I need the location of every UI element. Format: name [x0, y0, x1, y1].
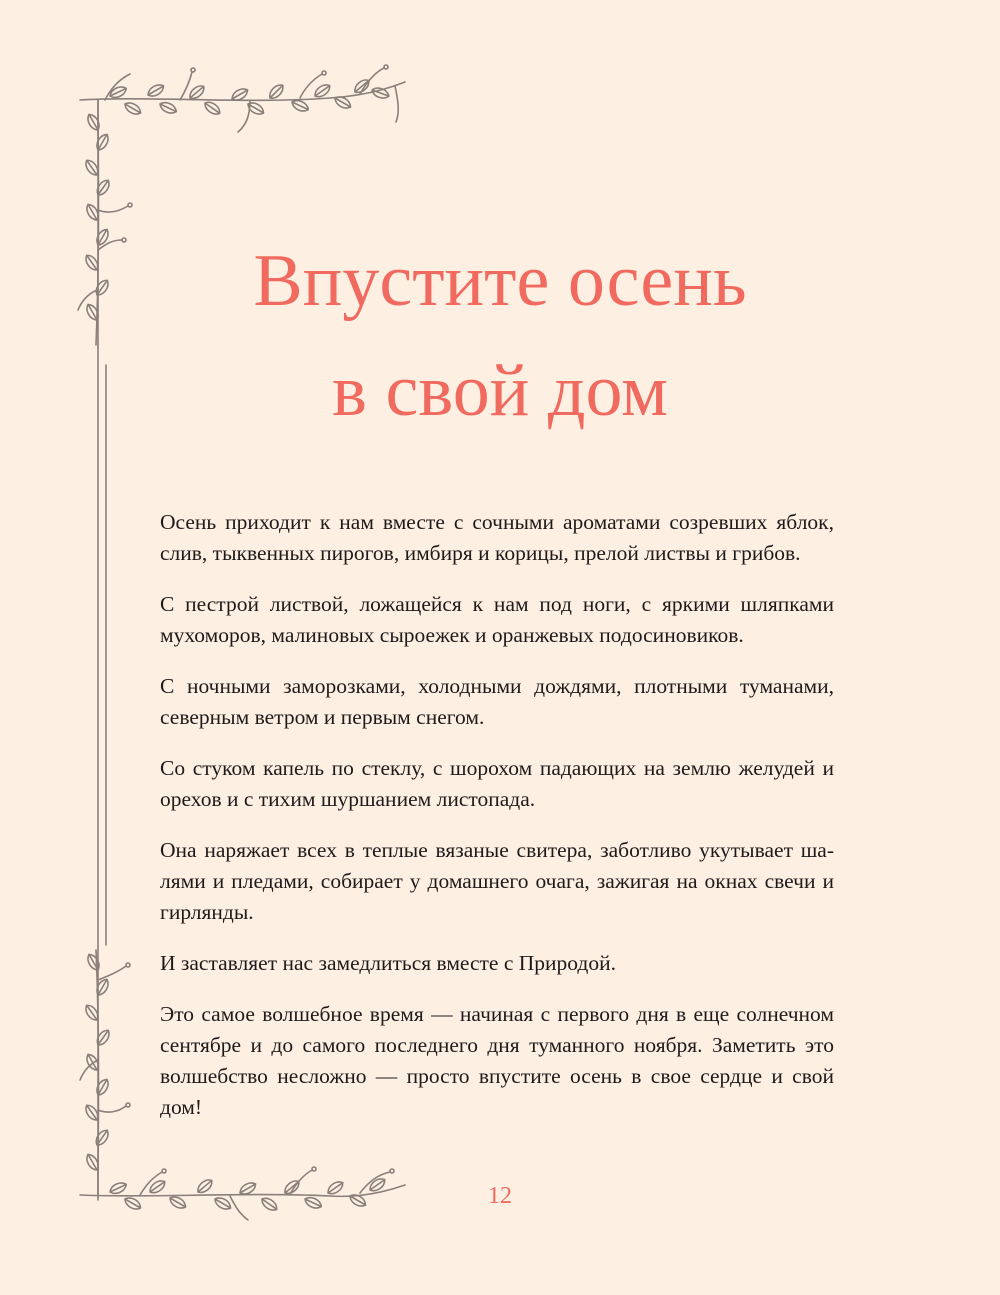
page-number: 12 [488, 1183, 512, 1209]
page-title-line-2: в свой дом [332, 350, 668, 432]
body-text [160, 507, 834, 1143]
paragraph: Она наряжает всех в теплые вязаные свитера, заботливо укутывает шалями и пледами, собирает у домашнего очага, зажигая на окнах свечи и гирлянды. [160, 838, 834, 924]
paragraph: Осень приходит к нам вместе с сочными ароматами созревших яблок, слив, тыквенных пирогов, имбиря и корицы, прелой листвы и грибов. [160, 510, 834, 565]
page-title-line-1: Впустите осень [253, 240, 747, 322]
paragraph: С пестрой листвой, ложащейся к нам под ноги, с яркими шляпками мухоморов, малиновых сыроежек и оранжевых подосиновиков. [160, 592, 834, 647]
paragraph: И заставляет нас замедлиться вместе с Природой. [160, 951, 617, 975]
paragraph: С ночными заморозками, холодными дождями, плотными туманами, северным ветром и первым снегом. [160, 674, 834, 729]
paragraph: Со стуком капель по стеклу, с шорохом падающих на землю желудей и орехов и с тихим шуршанием листопада. [160, 756, 834, 811]
paragraph: Это самое волшебное время — начиная с первого дня в еще солнечном сентябре и до самого последнего дня туманного ноября. Заметить это волшебство несложно — просто впустите осень в свое сердце и свой дом! [160, 1002, 834, 1119]
